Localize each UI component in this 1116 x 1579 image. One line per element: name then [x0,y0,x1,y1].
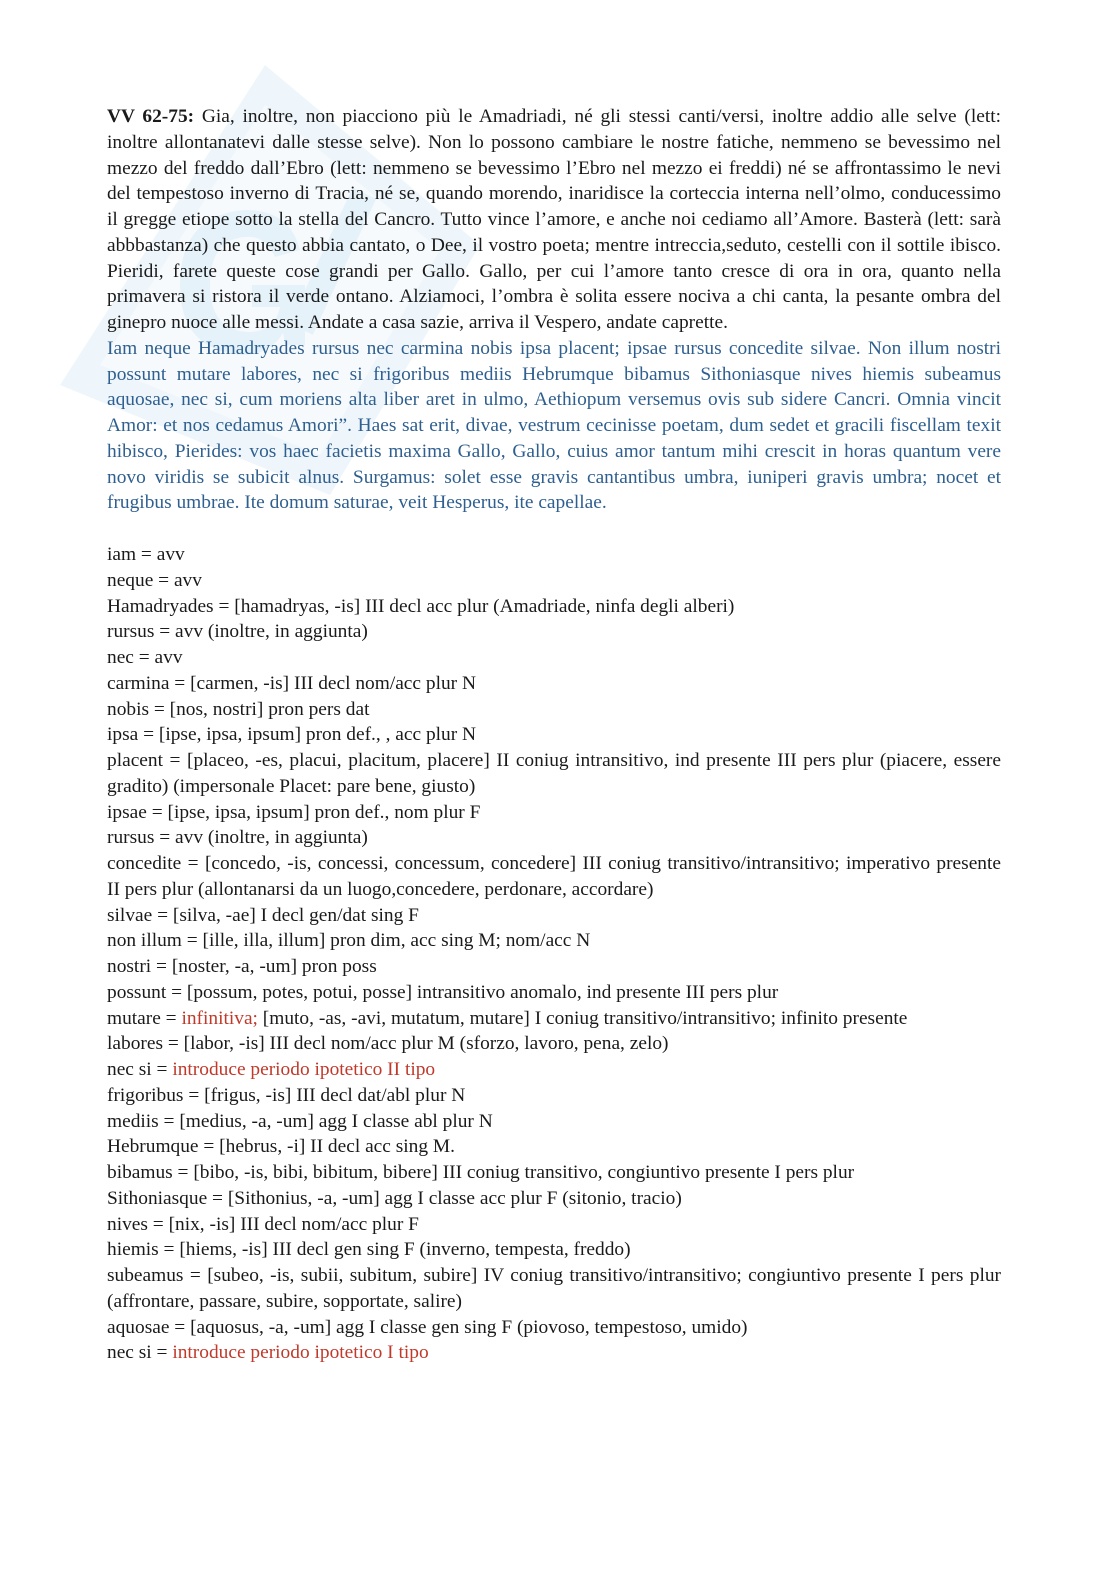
glossary-entry [107,1134,1001,1160]
glossary-definition: [muto, -as, -avi, mutatum, mutare] I coniug transitivo/intransitivo; infinito presente [257,1007,908,1029]
glossary-term: nives = [107,1213,169,1235]
glossary-definition: [concedo, -is, concessi, concessum, concedere] III coniug transitivo/intransitivo; imperativo presente II pers plur (allontanarsi da un luogo,concedere, perdonare, accordare) [107,853,1002,900]
glossary-definition: avv (inoltre, in aggiunta) [175,827,368,849]
glossary-entry [107,851,1001,903]
glossary-term: nec si = [107,1342,173,1364]
glossary-note: introduce periodo ipotetico II tipo [172,1059,436,1080]
glossary-entry [107,1083,1001,1109]
glossary-definition: [nix, -is] III decl nom/acc plur F [168,1213,419,1235]
glossary-term: rursus = [107,827,176,849]
glossary-entry [107,1057,1001,1083]
glossary-entry [107,1160,1001,1186]
glossary-term: rursus = [107,621,176,643]
glossary-entry [107,645,1001,671]
glossary-definition: [carmen, -is] III decl nom/acc plur N [190,672,476,694]
glossary-entry [107,697,1001,723]
glossary-definition: [bibo, -is, bibi, bibitum, bibere] III coniug transitivo, congiuntivo presente I pers plur [193,1162,855,1183]
glossary-entry [107,1212,1001,1238]
glossary-definition: avv [154,647,183,668]
glossary-definition: [Sithonius, -a, -um] agg I classe acc plur F (sitonio, tracio) [227,1187,682,1209]
spacer [107,516,1001,542]
latin-text: Iam neque Hamadryades rursus nec carmina nobis ipsa placent; ipsae rursus concedite silvae. Non illum nostri possunt mutare labores, nec si frigoribus mediis Hebrumque bibamus Sithoniasque nives hiemis subeamus aquosae, nec si, cum moriens alta liber aret in ulmo, Aethiopum versemus ovis sub sidere Cancri. Omnia vincit Amor: et nos cedamus Amori”. Haes sat erit, divae, vestrum cecinisse poetam, dum sedet et gracili fiscellam texit hibisco, Pierides: vos haec facietis maxima Gallo, Gallo, cuius amor tantum mihi crescit in horas quantum vere novo viridis se subicit alnus. Surgamus: solet esse gravis cantantibus umbra, iuniperi gravis umbra; nocet et frugibus umbrae. Ite domum saturae, veit Hesperus, ite capellae. [107,337,1001,514]
glossary-list [107,542,1001,1366]
glossary-entry [107,722,1001,748]
glossary-entry [107,1006,1001,1032]
glossary-definition: [subeo, -is, subii, subitum, subire] IV coniug transitivo/intransitivo; congiuntivo presente I pers plur (affrontare, passare, subire, sopportate, salire) [107,1265,1001,1312]
glossary-definition: [placeo, -es, placui, placitum, placere] II coniug intransitivo, ind presente III pers plur (piacere, essere gradito) (impersonale Placet: pare bene, giusto) [107,750,1001,797]
glossary-definition: [silva, -ae] I decl gen/dat sing F [172,904,419,926]
glossary-entry [107,1237,1001,1263]
glossary-definition: [nos, nostri] pron pers dat [169,698,370,720]
glossary-definition: [hebrus, -i] II decl acc sing M. [219,1136,456,1158]
glossary-term: carmina = [107,672,191,694]
glossary-definition: [possum, potes, potui, posse] intransitivo anomalo, ind presente III pers plur [186,981,779,1003]
glossary-definition: avv [156,544,185,565]
glossary-definition: [ipse, ipsa, ipsum] pron def., nom plur F [167,801,481,823]
glossary-term: neque = [107,569,174,591]
glossary-note: infinitiva; [181,1007,258,1029]
document-page [107,104,1001,1366]
glossary-term: silvae = [107,904,173,926]
glossary-term: labores = [107,1033,184,1055]
glossary-definition: [noster, -a, -um] pron poss [171,956,377,977]
glossary-entry [107,903,1001,929]
glossary-definition: [labor, -is] III decl nom/acc plur M (sforzo, lavoro, pena, zelo) [183,1033,669,1055]
glossary-entry [107,980,1001,1006]
glossary-term: Hebrumque = [107,1136,220,1158]
glossary-term: subeamus = [107,1265,208,1286]
glossary-term: nobis = [107,698,170,720]
glossary-term: mediis = [107,1110,180,1132]
glossary-term: bibamus = [107,1162,194,1183]
glossary-term: Hamadryades = [107,595,235,617]
translation-paragraph [107,104,1001,336]
glossary-term: nec si = [107,1059,173,1080]
glossary-definition: [ille, illa, illum] pron dim, acc sing M; nom/acc N [202,930,591,952]
glossary-term: concedite = [107,853,205,874]
glossary-entry [107,825,1001,851]
glossary-term: placent = [107,750,187,771]
glossary-definition: avv [173,569,202,591]
glossary-note: introduce periodo ipotetico I tipo [172,1342,429,1364]
glossary-term: frigoribus = [107,1084,205,1106]
glossary-term: non illum = [107,930,203,952]
glossary-term: ipsae = [107,801,168,823]
glossary-entry [107,542,1001,568]
glossary-entry [107,748,1001,800]
glossary-entry [107,1340,1001,1366]
glossary-term: Sithoniasque = [107,1187,228,1209]
glossary-term: mutare = [107,1007,182,1029]
glossary-definition: avv (inoltre, in aggiunta) [175,621,368,643]
glossary-term: nostri = [107,956,172,977]
glossary-entry [107,800,1001,826]
glossary-entry [107,1031,1001,1057]
glossary-term: nec = [107,647,155,668]
glossary-entry [107,928,1001,954]
glossary-definition: [frigus, -is] III decl dat/abl plur N [204,1084,466,1106]
glossary-term: aquosae = [107,1316,191,1338]
glossary-entry [107,1263,1001,1315]
glossary-entry [107,671,1001,697]
glossary-entry [107,594,1001,620]
glossary-entry [107,1315,1001,1341]
glossary-definition: [aquosus, -a, -um] agg I classe gen sing F (piovoso, tempestoso, umido) [190,1316,748,1338]
glossary-definition: [ipse, ipsa, ipsum] pron def., , acc plur N [158,724,477,746]
glossary-definition: [medius, -a, -um] agg I classe abl plur N [179,1110,493,1132]
glossary-definition: [hamadryas, -is] III decl acc plur (Amadriade, ninfa degli alberi) [234,595,735,617]
glossary-term: iam = [107,544,157,565]
glossary-entry [107,954,1001,980]
glossary-definition: [hiems, -is] III decl gen sing F (inverno, tempesta, freddo) [179,1239,631,1261]
verse-range-label: VV 62-75: [107,106,195,127]
glossary-entry [107,619,1001,645]
glossary-term: ipsa = [107,724,159,746]
glossary-entry [107,568,1001,594]
glossary-entry [107,1186,1001,1212]
glossary-term: possunt = [107,981,187,1003]
translation-text: Gia, inoltre, non piacciono più le Amadriadi, né gli stessi canti/versi, inoltre addio alle selve (lett: inoltre allontanatevi dalle stesse selve). Non lo possono cambiare le nostre fatiche, nemmeno se bevessimo nel mezzo del freddo dall’Ebro (lett: nemmeno se bevessimo l’Ebro nel mezzo ei freddi) né se affrontassimo le nevi del tempestoso inverno di Tracia, né se, quando morendo, inaridisce la corteccia interna nell’olmo, conducessimo il gregge etiope sotto la stella del Cancro. Tutto vince l’amore, e anche noi cediamo all’Amore. Basterà (lett: sarà abbbastanza) che questo abbia cantato, o Dee, il vostro poeta; mentre intreccia,seduto, cestelli con il sottile ibisco. Pieridi, farete queste cose grandi per Gallo. Gallo, per cui l’amore tanto cresce di ora in ora, quanto nella primavera si ristora il verde ontano. Alziamoci, l’ombra è solita essere nociva a chi canta, la pesante ombra del ginepro nuoce alle messi. Andate a casa sazie, arriva il Vespero, andate caprette. [107,106,1001,333]
glossary-term: hiemis = [107,1239,180,1261]
glossary-entry [107,1109,1001,1135]
